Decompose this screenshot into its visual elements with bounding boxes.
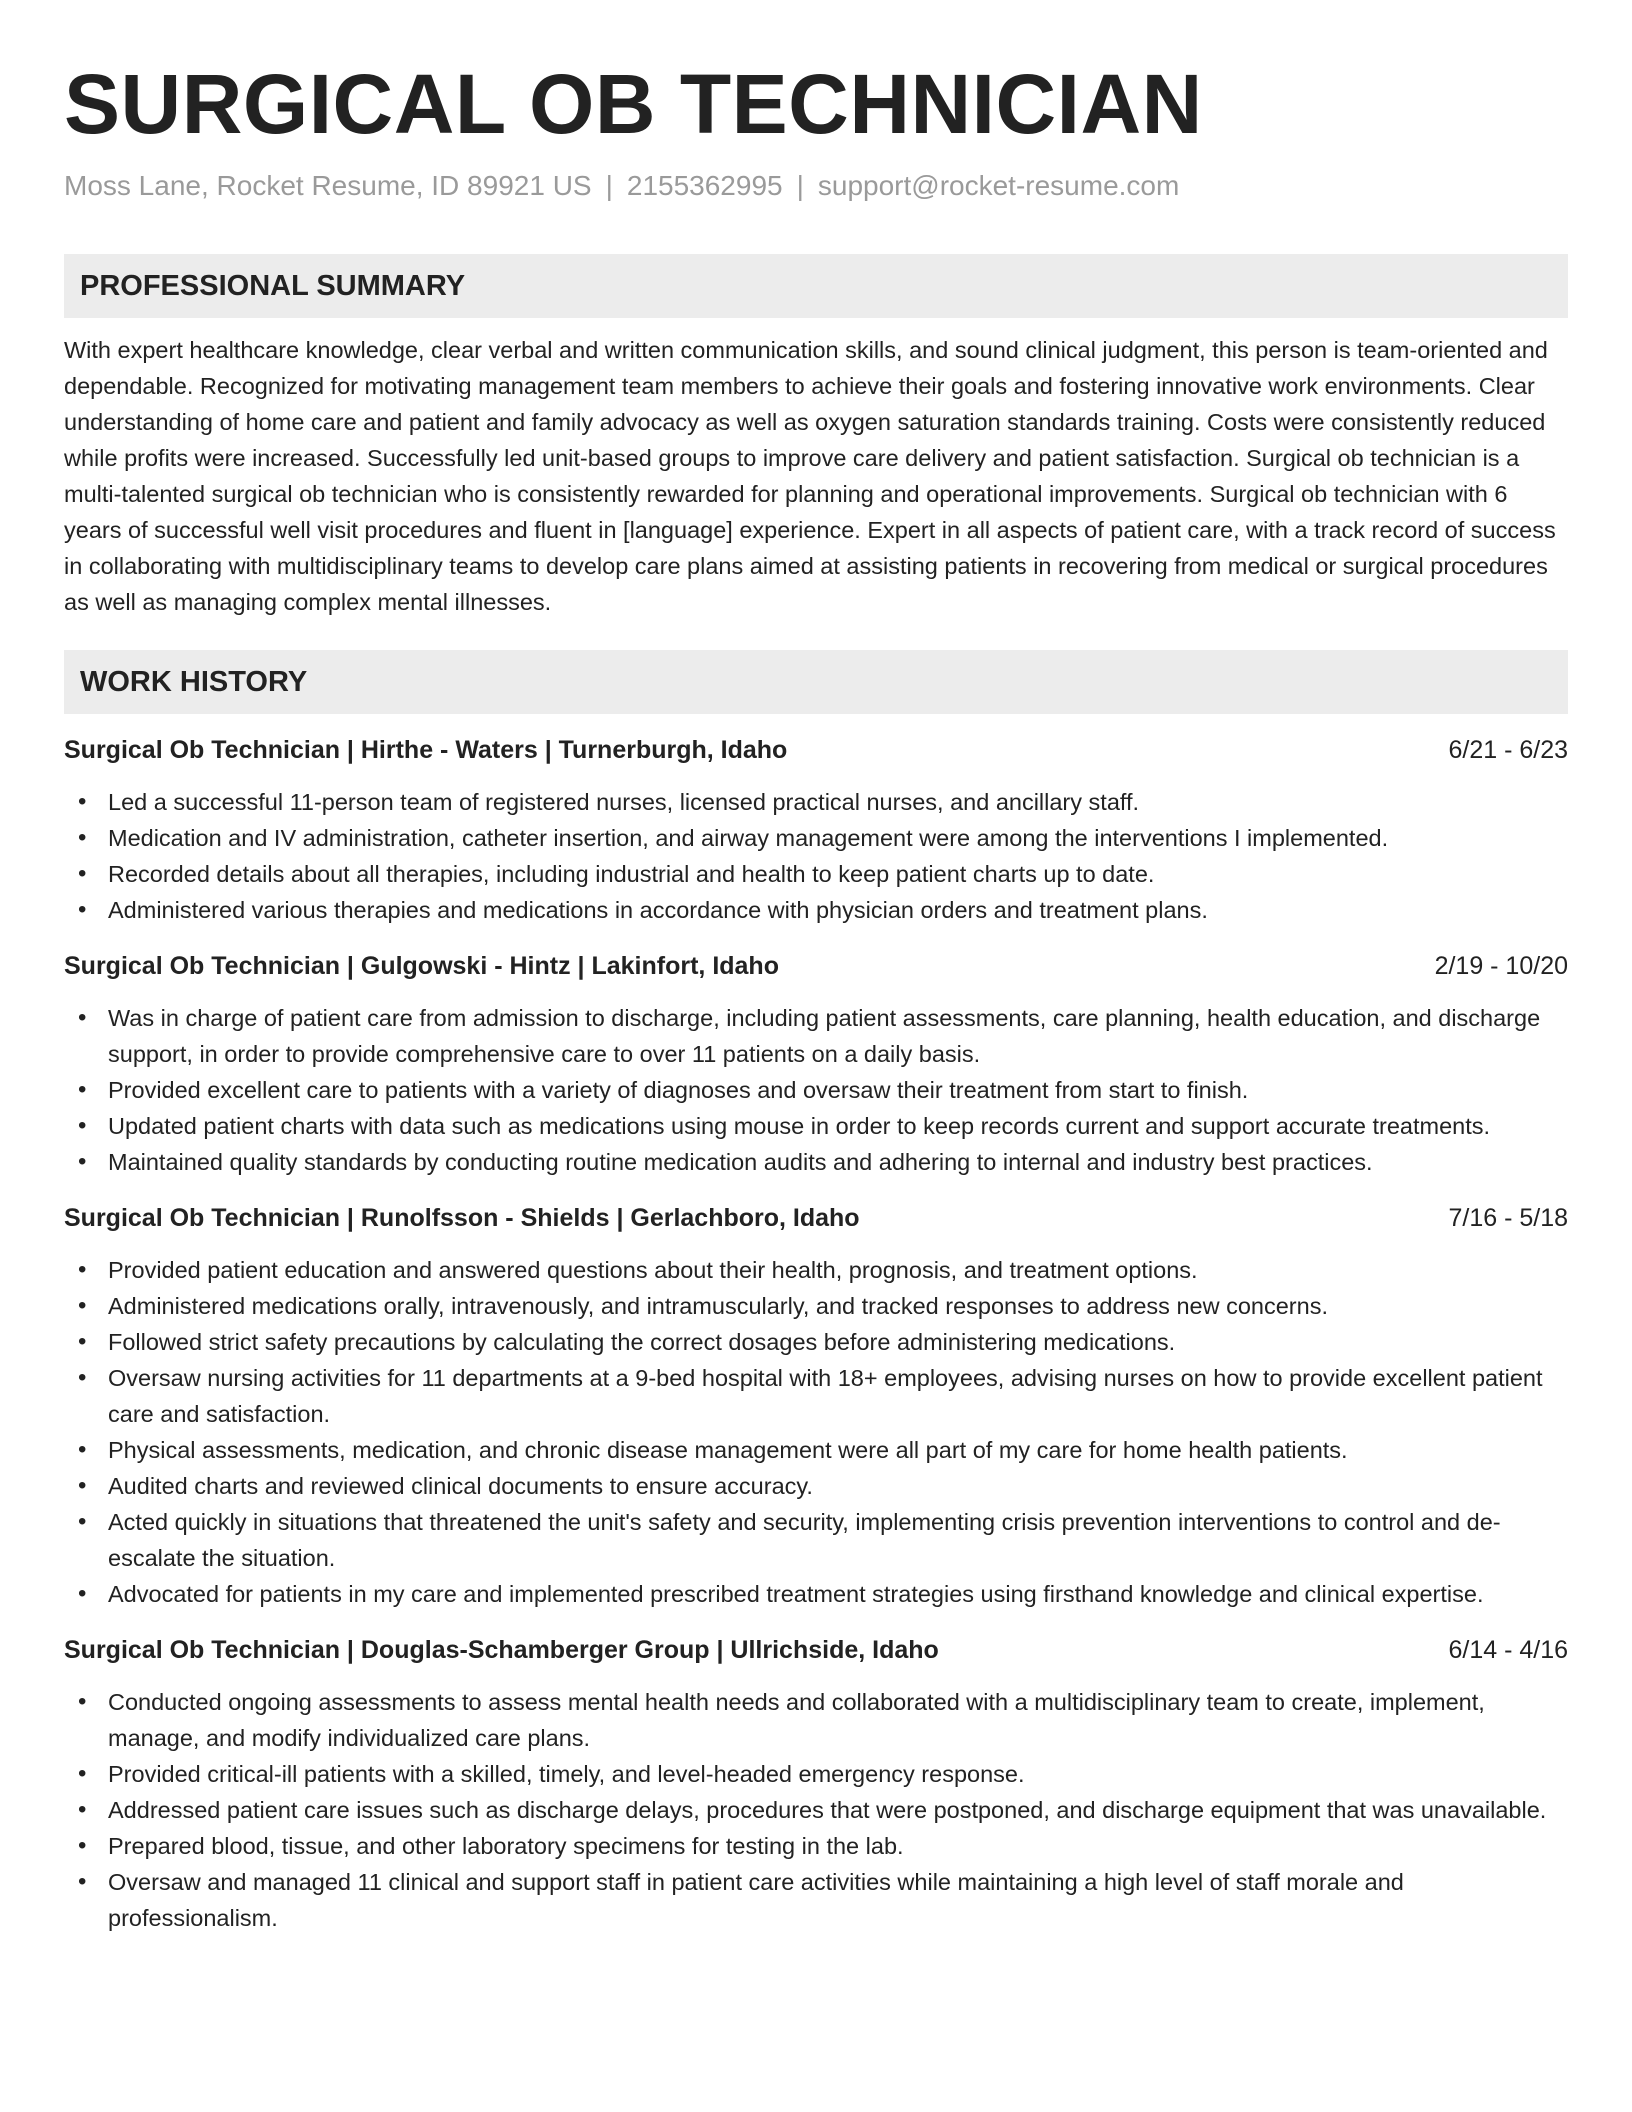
job-header [64,1632,1568,1668]
job-bullet: • Audited charts and reviewed clinical documents to ensure accuracy. [64,1468,1568,1504]
job-dates: 6/21 - 6/23 [1448,736,1568,764]
job-bullet: • Conducted ongoing assessments to assess mental health needs and collaborated with a multidisciplinary team to create, implement, manage, and modify individualized care plans. [64,1684,1568,1756]
job-bullet: • Maintained quality standards by conducting routine medication audits and adhering to internal and industry best practices. [64,1144,1568,1180]
job-entry [64,1200,1568,1612]
job-bullet: • Addressed patient care issues such as discharge delays, procedures that were postponed, and discharge equipment that was unavailable. [64,1792,1568,1828]
job-bullets [64,1684,1568,1936]
job-bullet: • Prepared blood, tissue, and other laboratory specimens for testing in the lab. [64,1828,1568,1864]
job-bullet: • Acted quickly in situations that threatened the unit's safety and security, implementing crisis prevention interventions to control and de-escalate the situation. [64,1504,1568,1576]
candidate-name: SURGICAL OB TECHNICIAN [64,57,1203,151]
work-history-section-header [64,650,1568,714]
job-bullet: • Led a successful 11-person team of registered nurses, licensed practical nurses, and ancillary staff. [64,784,1568,820]
job-header [64,1200,1568,1236]
job-title: Surgical Ob Technician | Douglas-Schamberger Group | Ullrichside, Idaho [64,1636,939,1664]
job-bullet: • Administered various therapies and medications in accordance with physician orders and treatment plans. [64,892,1568,928]
job-dates: 7/16 - 5/18 [1448,1204,1568,1232]
summary-text: With expert healthcare knowledge, clear verbal and written communication skills, and sound clinical judgment, this person is team-oriented and dependable. Recognized for motivating management team members to achieve their goals and fostering innovative work environments. Clear understanding of home care and patient and family advocacy as well as oxygen saturation standards training. Costs were consistently reduced while profits were increased. Successfully led unit-based groups to improve care delivery and patient satisfaction. Surgical ob technician is a multi-talented surgical ob technician who is consistently rewarded for planning and operational improvements. Surgical ob technician with 6 years of successful well visit procedures and fluent in [language] experience. Expert in all aspects of patient care, with a track record of success in collaborating with multidisciplinary teams to develop care plans aimed at assisting patients in recovering from medical or surgical procedures as well as managing complex mental illnesses. [64,337,1556,615]
contact-line [64,168,1568,204]
work-history-heading: WORK HISTORY [80,665,308,698]
job-title: Surgical Ob Technician | Gulgowski - Hintz | Lakinfort, Idaho [64,952,779,980]
contact-email[interactable]: support@rocket-resume.com [817,170,1180,201]
job-bullet: • Was in charge of patient care from admission to discharge, including patient assessments, care planning, health education, and discharge support, in order to provide comprehensive care to over 11 patients on a daily basis. [64,1000,1568,1072]
job-dates: 2/19 - 10/20 [1434,952,1568,980]
job-header [64,732,1568,768]
job-title: Surgical Ob Technician | Runolfsson - Shields | Gerlachboro, Idaho [64,1204,860,1232]
job-bullets [64,1000,1568,1180]
job-bullets [64,1252,1568,1612]
job-bullet: • Provided excellent care to patients with a variety of diagnoses and oversaw their treatment from start to finish. [64,1072,1568,1108]
job-bullet: • Advocated for patients in my care and implemented prescribed treatment strategies using firsthand knowledge and clinical expertise. [64,1576,1568,1612]
summary-heading: PROFESSIONAL SUMMARY [80,269,466,302]
job-entry [64,732,1568,928]
job-bullets [64,784,1568,928]
contact-separator: | [605,170,613,201]
job-title: Surgical Ob Technician | Hirthe - Waters | Turnerburgh, Idaho [64,736,788,764]
job-bullet: • Provided critical-ill patients with a skilled, timely, and level-headed emergency response. [64,1756,1568,1792]
job-header [64,948,1568,984]
job-bullet: • Recorded details about all therapies, including industrial and health to keep patient charts up to date. [64,856,1568,892]
contact-address: Moss Lane, Rocket Resume, ID 89921 US [64,170,592,201]
job-bullet: • Oversaw nursing activities for 11 departments at a 9-bed hospital with 18+ employees, advising nurses on how to provide excellent patient care and satisfaction. [64,1360,1568,1432]
job-bullet: • Physical assessments, medication, and chronic disease management were all part of my care for home health patients. [64,1432,1568,1468]
contact-separator: | [796,170,804,201]
job-list [64,732,1568,1936]
job-entry [64,948,1568,1180]
summary-section-header [64,254,1568,318]
job-bullet: • Updated patient charts with data such as medications using mouse in order to keep records current and support accurate treatments. [64,1108,1568,1144]
job-bullet: • Medication and IV administration, catheter insertion, and airway management were among the interventions I implemented. [64,820,1568,856]
job-bullet: • Followed strict safety precautions by calculating the correct dosages before administering medications. [64,1324,1568,1360]
job-bullet: • Oversaw and managed 11 clinical and support staff in patient care activities while maintaining a high level of staff morale and professionalism. [64,1864,1568,1936]
contact-phone: 2155362995 [626,170,783,201]
job-entry [64,1632,1568,1936]
job-bullet: • Administered medications orally, intravenously, and intramuscularly, and tracked responses to address new concerns. [64,1288,1568,1324]
job-bullet: • Provided patient education and answered questions about their health, prognosis, and treatment options. [64,1252,1568,1288]
job-dates: 6/14 - 4/16 [1448,1636,1568,1664]
